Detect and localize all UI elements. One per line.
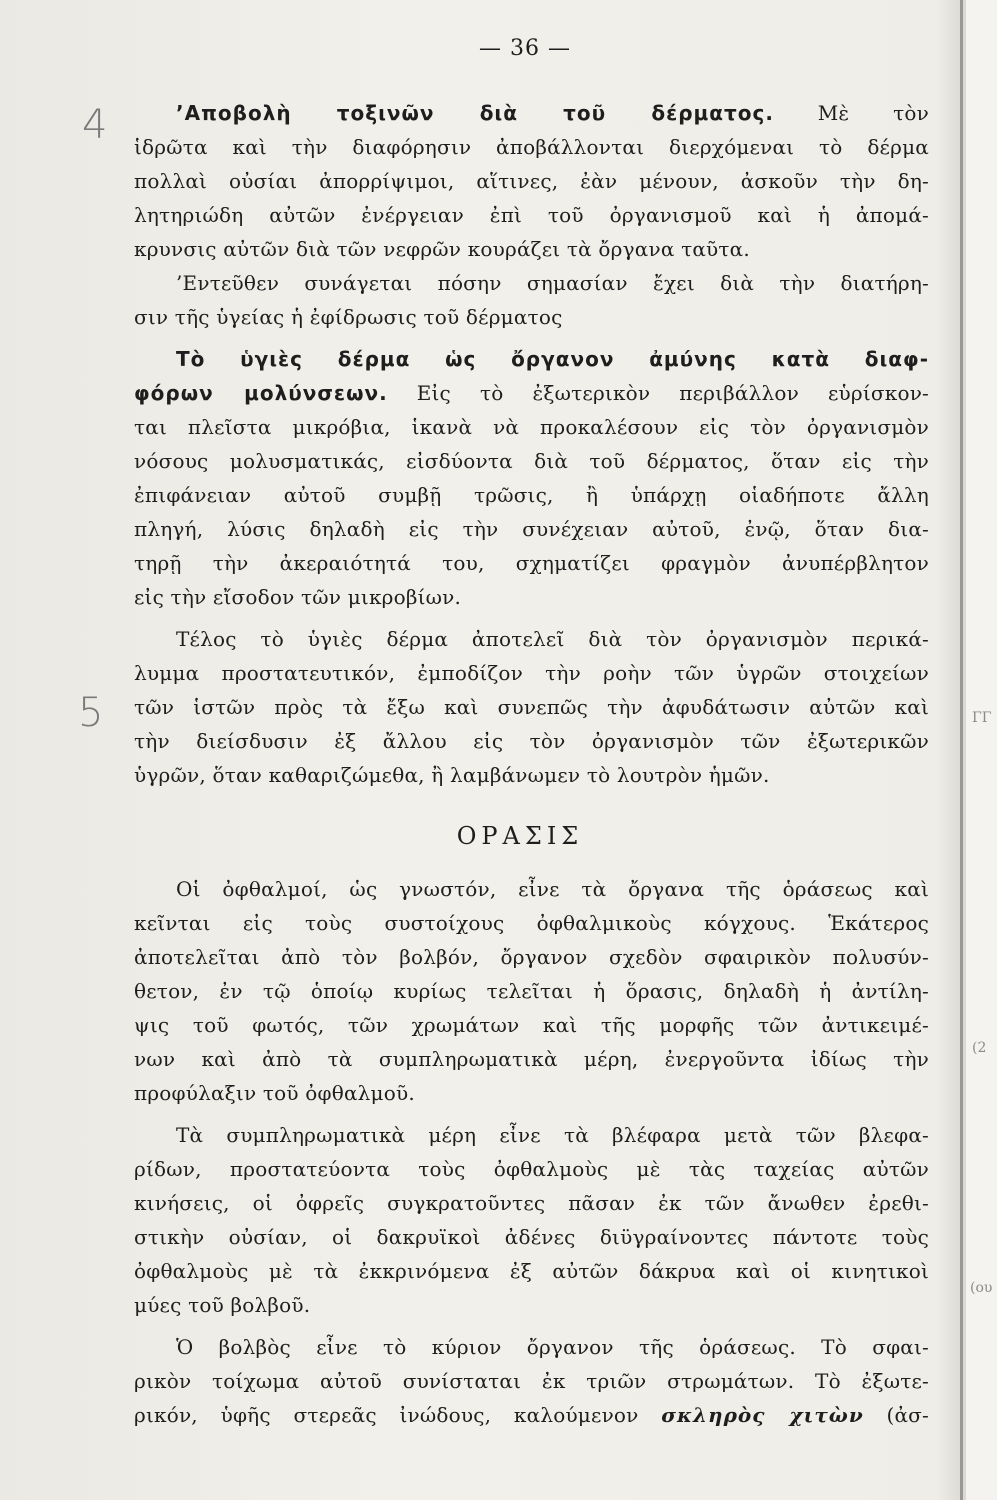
text-line: ὑγρῶν, ὅταν καθαριζώμεθα, ἢ λαμβάνωμεν τὸ λουτρὸν ἡμῶν. <box>134 763 770 787</box>
text-line: Τὰ συμπληρωματικὰ μέρη εἶνε τὰ βλέφαρα μετὰ τῶν βλεφα- <box>176 1123 929 1147</box>
text-line: ἐπιφάνειαν αὐτοῦ συμβῇ τρῶσις, ἢ ὑπάρχῃ οἱαδήποτε ἄλλη <box>134 483 929 507</box>
text-line: σιν τῆς ὑγείας ἡ ἐφίδρωσις τοῦ δέρματος <box>134 305 563 329</box>
text-line: κινήσεις, οἱ ὀφρεῖς συγκρατοῦντες πᾶσαν ἐκ τῶν ἄνωθεν ἐρεθι- <box>134 1191 929 1215</box>
paragraph-heading: φόρων μολύνσεων. <box>134 381 388 405</box>
text-line: ἱδρῶτα καὶ τὴν διαφόρησιν ἀποβάλλονται διερχόμεναι τὸ δέρμα <box>134 135 929 159</box>
text-line: εἰς τὴν εἴσοδον τῶν μικροβίων. <box>134 585 462 609</box>
text-line: ’Αποβολὴ τοξινῶν διὰ τοῦ δέρματος. Μὲ τὸν <box>176 101 929 125</box>
text-line: Τέλος τὸ ὑγιὲς δέρμα ἀποτελεῖ διὰ τὸν ὀργανισμὸν περικά- <box>176 627 929 651</box>
section-title: ΟΡΑΣΙΣ <box>456 822 584 850</box>
paragraph-heading: ’Αποβολὴ τοξινῶν διὰ τοῦ δέρματος. <box>176 101 774 125</box>
text-line: ται πλεῖστα μικρόβια, ἱκανὰ νὰ προκαλέσουν εἰς τὸν ὀργανισμὸν <box>134 415 929 439</box>
page-gutter <box>960 0 963 1500</box>
text-line: τὴν διείσδυσιν ἐξ ἄλλου εἰς τὸν ὀργανισμὸν τῶν ἐξωτερικῶν <box>134 729 929 753</box>
text-line: ρίδων, προστατεύοντα τοὺς ὀφθαλμοὺς μὲ τὰς ταχείας αὐτῶν <box>134 1157 929 1181</box>
text-line: προφύλαξιν τοῦ ὀφθαλμοῦ. <box>134 1081 415 1105</box>
text-line: λυμμα προστατευτικόν, ἐμποδίζον τὴν ροὴν τῶν ὑγρῶν στοιχείων <box>134 661 929 685</box>
text-line: στικὴν οὐσίαν, οἱ δακρυϊκοὶ ἀδένες διϋγραίνοντες πάντοτε τοὺς <box>134 1225 929 1249</box>
text-line: πληγή, λύσις δηλαδὴ εἰς τὴν συνέχειαν αὐτοῦ, ἐνῷ, ὅταν δια- <box>134 517 929 541</box>
text-line: ’Εντεῦθεν συνάγεται πόσην σημασίαν ἔχει διὰ τὴν διατήρη- <box>176 271 929 295</box>
bleed-text: ΓΓ <box>972 710 992 726</box>
text-line: ψις τοῦ φωτός, τῶν χρωμάτων καὶ τῆς μορφῆς τῶν ἀντικειμέ- <box>134 1013 929 1037</box>
bleed-text: (2 <box>972 1040 987 1056</box>
text-line: ἀποτελεῖται ἀπὸ τὸν βολβόν, ὄργανον σχεδὸν σφαιρικὸν πολυσύν- <box>134 945 929 969</box>
text-line: ρικόν, ὑφῆς στερεᾶς ἰνώδους, καλούμενον σκληρὸς χιτὼν (ἀσ- <box>134 1403 929 1427</box>
text-line: λητηριώδη αὐτῶν ἐνέργειαν ἐπὶ τοῦ ὀργανισμοῦ καὶ ἡ ἀπομά- <box>134 203 929 227</box>
text-line: φόρων μολύνσεων. Εἰς τὸ ἐξωτερικὸν περιβάλλον εὑρίσκον- <box>134 381 929 405</box>
margin-note: 5 <box>78 690 104 736</box>
bleed-text: (ου <box>970 1280 993 1296</box>
text-line: νόσους μολυσματικάς, εἰσδύοντα διὰ τοῦ δέρματος, ὅταν εἰς τὴν <box>134 449 929 473</box>
text-line: τηρῇ τὴν ἀκεραιότητά του, σχηματίζει φραγμὸν ἀνυπέρβλητον <box>134 551 929 575</box>
text-line: θετον, ἐν τῷ ὁποίῳ κυρίως τελεῖται ἡ ὅρασις, δηλαδὴ ἡ ἀντίλη- <box>134 979 929 1003</box>
page-number: — 36 — <box>479 36 571 61</box>
text-line: μύες τοῦ βολβοῦ. <box>134 1293 311 1317</box>
text-line: τῶν ἱστῶν πρὸς τὰ ἔξω καὶ συνεπῶς τὴν ἀφυδάτωσιν αὐτῶν καὶ <box>134 695 929 719</box>
adjacent-page-edge <box>966 0 997 1500</box>
text-line: πολλαὶ οὐσίαι ἀπορρίψιμοι, αἵτινες, ἐὰν μένουν, ἀσκοῦν τὴν δη- <box>134 169 929 193</box>
paragraph-heading: Τὸ ὑγιὲς δέρμα ὡς ὄργανον ἀμύνης κατὰ διαφ- <box>176 347 929 371</box>
text-line: ὀφθαλμοὺς μὲ τὰ ἐκκρινόμενα ἐξ αὐτῶν δάκρυα καὶ οἱ κινητικοὶ <box>134 1259 929 1283</box>
margin-note: 4 <box>82 102 108 148</box>
emphasized-term: σκληρὸς χιτὼν <box>661 1403 864 1427</box>
text-line: ρικὸν τοίχωμα αὐτοῦ συνίσταται ἐκ τριῶν στρωμάτων. Τὸ ἐξωτε- <box>134 1369 929 1393</box>
text-line: Οἱ ὀφθαλμοί, ὡς γνωστόν, εἶνε τὰ ὄργανα τῆς ὁράσεως καὶ <box>176 877 929 901</box>
text-line: νων καὶ ἀπὸ τὰ συμπληρωματικὰ μέρη, ἐνεργοῦντα ἰδίως τὴν <box>134 1047 929 1071</box>
text-line: κεῖνται εἰς τοὺς συστοίχους ὀφθαλμικοὺς κόγχους. Ἑκάτερος <box>134 911 929 935</box>
text-line: Ὁ βολβὸς εἶνε τὸ κύριον ὄργανον τῆς ὁράσεως. Τὸ σφαι- <box>176 1335 929 1359</box>
text-line <box>176 342 929 376</box>
text-line: κρυνσις αὐτῶν διὰ τῶν νεφρῶν κουράζει τὰ ὄργανα ταῦτα. <box>134 237 750 261</box>
